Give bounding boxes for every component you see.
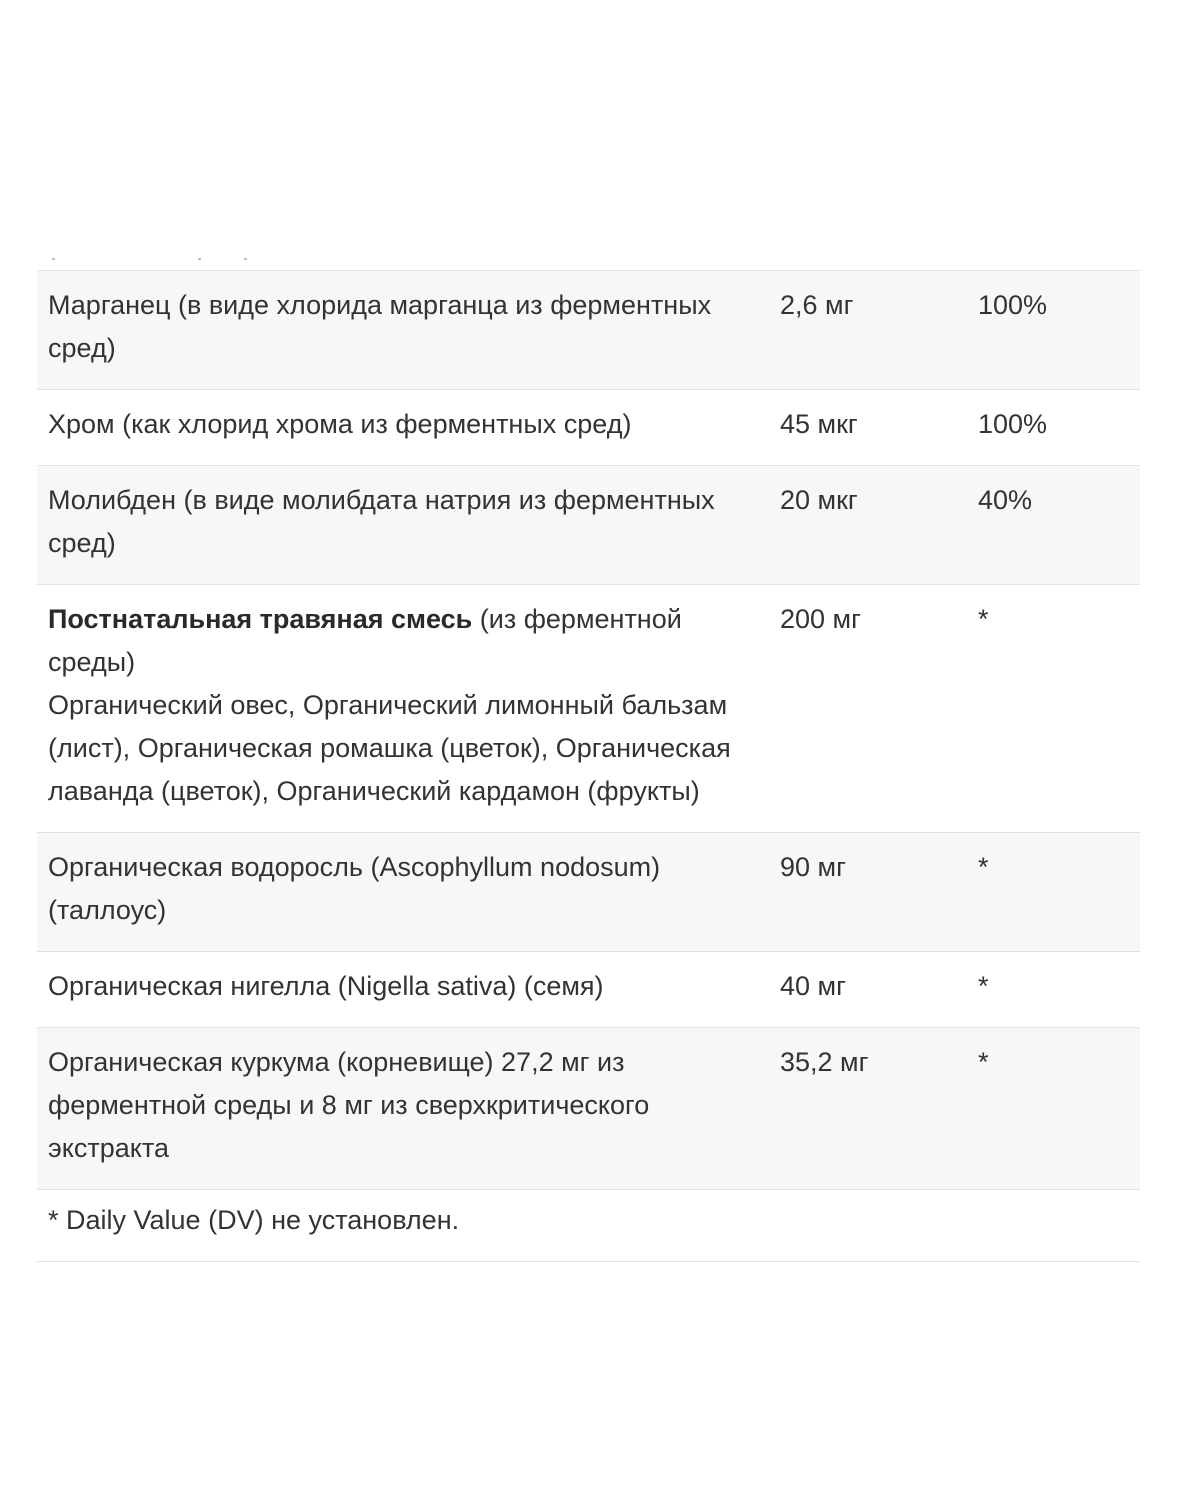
blend-sub-ingredients: Органический овес, Органический лимонный бальзам (лист), Органическая ромашка (цветок), Органическая лаванда (цветок), Органический кардамон (фрукты): [48, 690, 731, 806]
table-row-turmeric: [37, 1028, 1140, 1190]
table-row-herbal-blend: [37, 585, 1140, 833]
table-footnote: * Daily Value (DV) не установлен.: [37, 1190, 1140, 1262]
ingredient-name: Органическая водоросль (Ascophyllum nodosum) (таллоус): [48, 852, 661, 925]
table-row-nigella: [37, 952, 1140, 1028]
blend-name-bold: Постнатальная травяная смесь: [48, 604, 473, 634]
ingredient-daily-value: 100%: [978, 290, 1048, 320]
ingredient-daily-value: *: [978, 852, 989, 882]
table-row-seaweed: [37, 833, 1140, 952]
table-row-manganese: [37, 271, 1140, 390]
ingredient-name: Молибден (в виде молибдата натрия из ферментных сред): [48, 485, 715, 558]
ingredient-daily-value: *: [978, 604, 989, 634]
ingredient-daily-value: *: [978, 1047, 989, 1077]
blend-name-rest: (из ферментной среды): [48, 604, 682, 677]
ingredient-amount: 40 мг: [780, 971, 846, 1001]
ingredient-name: Марганец (в виде хлорида марганца из ферментных сред): [48, 290, 712, 363]
supplement-facts-table: [37, 270, 1140, 1262]
table-row-chromium: [37, 390, 1140, 466]
table-row-molybdenum: [37, 466, 1140, 585]
ingredient-amount: 90 мг: [780, 852, 846, 882]
ingredient-name: [37, 598, 769, 813]
ingredient-amount: 45 мкг: [780, 409, 858, 439]
ingredient-amount: 2,6 мг: [780, 290, 854, 320]
ingredient-name: Органическая нигелла (Nigella sativa) (семя): [48, 971, 604, 1001]
ingredient-amount: 200 мг: [780, 604, 861, 634]
ingredient-daily-value: 100%: [978, 409, 1048, 439]
ingredient-amount: 35,2 мг: [780, 1047, 869, 1077]
ingredient-amount: 20 мкг: [780, 485, 858, 515]
ingredient-name: Органическая куркума (корневище) 27,2 мг из ферментной среды и 8 мг из сверхкритического экстракта: [48, 1047, 650, 1163]
ingredient-daily-value: 40%: [978, 485, 1033, 515]
ingredient-daily-value: *: [978, 971, 989, 1001]
cropped-text-fragment: [48, 238, 268, 260]
ingredient-name: Хром (как хлорид хрома из ферментных сред): [48, 409, 632, 439]
